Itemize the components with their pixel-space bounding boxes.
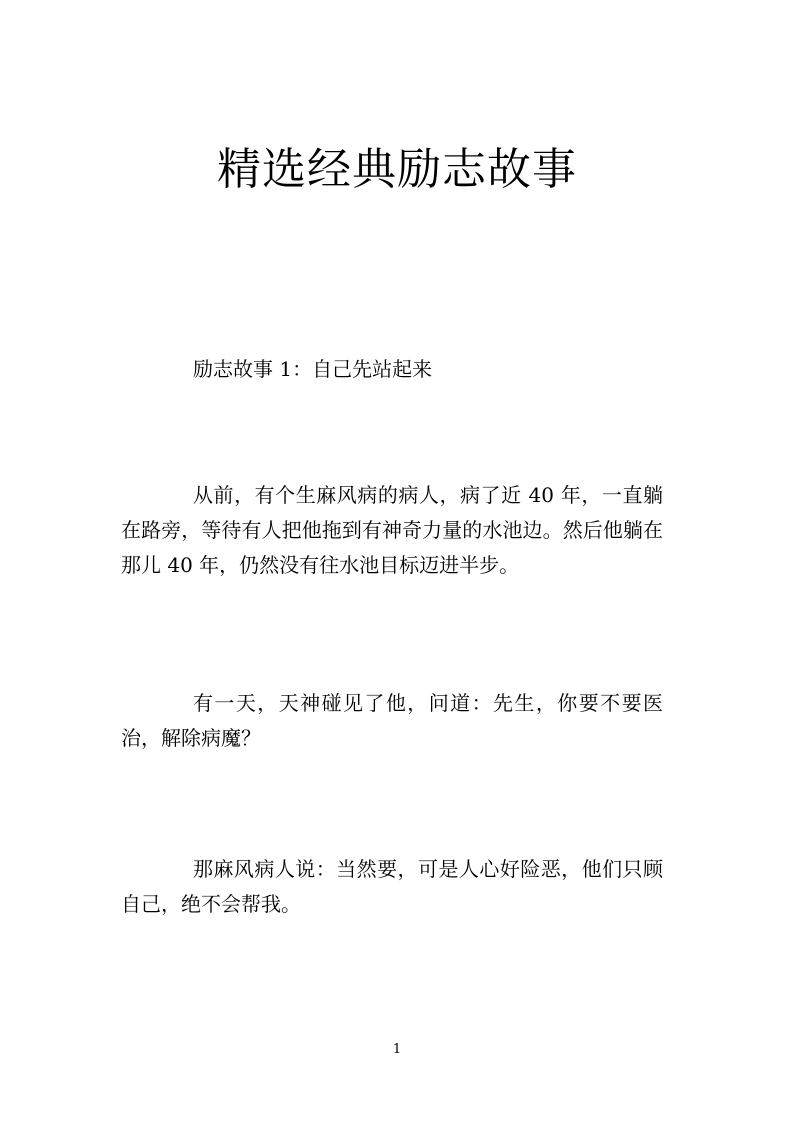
paragraph-2: 有一天，天神碰见了他，问道：先生，你要不要医治，解除病魔？ (121, 691, 663, 750)
document-title: 精选经典励志故事 (217, 144, 577, 195)
section-heading: 励志故事 1：自己先站起来 (193, 357, 433, 381)
paragraph-1: 从前，有个生麻风病的病人，病了近 40 年，一直躺在路旁，等待有人把他拖到有神奇力量的水池边。然后他躺在那儿 40 年，仍然没有往水池目标迈进半步。 (121, 483, 663, 577)
page-number: 1 (392, 1042, 402, 1057)
paragraph-3: 那麻风病人说：当然要，可是人心好险恶，他们只顾自己，绝不会帮我。 (121, 857, 663, 916)
